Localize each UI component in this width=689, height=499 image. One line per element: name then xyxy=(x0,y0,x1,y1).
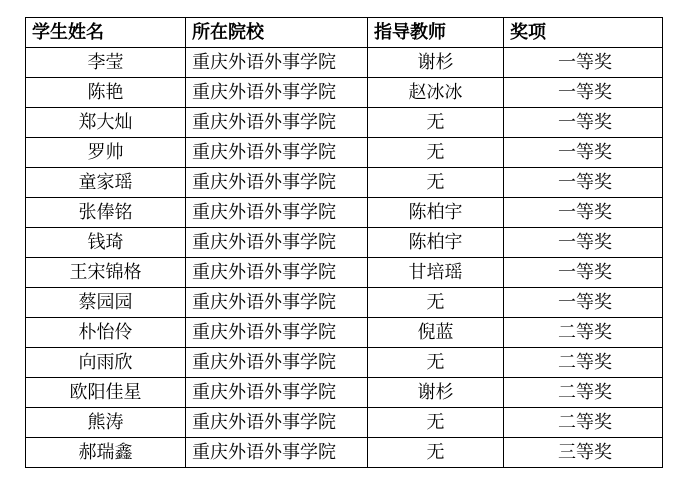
student-name-cell: 朴怡伶 xyxy=(26,318,186,348)
school-cell: 重庆外语外事学院 xyxy=(186,48,368,78)
award-cell: 一等奖 xyxy=(504,48,663,78)
award-cell: 一等奖 xyxy=(504,168,663,198)
table-header xyxy=(26,18,663,48)
table-row xyxy=(26,48,663,78)
school-cell: 重庆外语外事学院 xyxy=(186,408,368,438)
student-name-cell: 钱琦 xyxy=(26,228,186,258)
header-award: 奖项 xyxy=(504,18,663,48)
school-cell: 重庆外语外事学院 xyxy=(186,78,368,108)
student-name-cell: 郝瑞鑫 xyxy=(26,438,186,468)
table-row xyxy=(26,78,663,108)
school-cell: 重庆外语外事学院 xyxy=(186,138,368,168)
table-row xyxy=(26,348,663,378)
advisor-cell: 赵冰冰 xyxy=(368,78,504,108)
award-cell: 一等奖 xyxy=(504,258,663,288)
award-table xyxy=(25,17,663,468)
school-cell: 重庆外语外事学院 xyxy=(186,348,368,378)
table-row xyxy=(26,408,663,438)
student-name-cell: 童家瑶 xyxy=(26,168,186,198)
advisor-cell: 倪蓝 xyxy=(368,318,504,348)
award-cell: 一等奖 xyxy=(504,198,663,228)
award-cell: 二等奖 xyxy=(504,348,663,378)
student-name-cell: 蔡园园 xyxy=(26,288,186,318)
award-cell: 二等奖 xyxy=(504,378,663,408)
student-name-cell: 李莹 xyxy=(26,48,186,78)
table-row xyxy=(26,198,663,228)
header-school: 所在院校 xyxy=(186,18,368,48)
table-row xyxy=(26,258,663,288)
table-row xyxy=(26,378,663,408)
student-name-cell: 王宋锦格 xyxy=(26,258,186,288)
school-cell: 重庆外语外事学院 xyxy=(186,318,368,348)
school-cell: 重庆外语外事学院 xyxy=(186,198,368,228)
advisor-cell: 无 xyxy=(368,288,504,318)
table-row xyxy=(26,228,663,258)
table-row xyxy=(26,288,663,318)
table-row xyxy=(26,438,663,468)
school-cell: 重庆外语外事学院 xyxy=(186,288,368,318)
school-cell: 重庆外语外事学院 xyxy=(186,168,368,198)
student-name-cell: 向雨欣 xyxy=(26,348,186,378)
award-cell: 三等奖 xyxy=(504,438,663,468)
school-cell: 重庆外语外事学院 xyxy=(186,108,368,138)
advisor-cell: 无 xyxy=(368,168,504,198)
advisor-cell: 谢杉 xyxy=(368,48,504,78)
table-body xyxy=(26,48,663,468)
school-cell: 重庆外语外事学院 xyxy=(186,228,368,258)
student-name-cell: 熊涛 xyxy=(26,408,186,438)
award-cell: 一等奖 xyxy=(504,288,663,318)
student-name-cell: 罗帅 xyxy=(26,138,186,168)
student-name-cell: 陈艳 xyxy=(26,78,186,108)
school-cell: 重庆外语外事学院 xyxy=(186,378,368,408)
advisor-cell: 陈柏宇 xyxy=(368,198,504,228)
award-cell: 一等奖 xyxy=(504,228,663,258)
advisor-cell: 无 xyxy=(368,408,504,438)
student-name-cell: 张俸铭 xyxy=(26,198,186,228)
advisor-cell: 无 xyxy=(368,108,504,138)
advisor-cell: 谢杉 xyxy=(368,378,504,408)
advisor-cell: 无 xyxy=(368,438,504,468)
school-cell: 重庆外语外事学院 xyxy=(186,258,368,288)
award-cell: 一等奖 xyxy=(504,78,663,108)
table-row xyxy=(26,168,663,198)
advisor-cell: 无 xyxy=(368,348,504,378)
award-cell: 一等奖 xyxy=(504,138,663,168)
advisor-cell: 甘培瑶 xyxy=(368,258,504,288)
award-cell: 二等奖 xyxy=(504,318,663,348)
header-student-name: 学生姓名 xyxy=(26,18,186,48)
student-name-cell: 郑大灿 xyxy=(26,108,186,138)
header-row xyxy=(26,18,663,48)
table-row xyxy=(26,138,663,168)
student-name-cell: 欧阳佳星 xyxy=(26,378,186,408)
table-row xyxy=(26,318,663,348)
award-cell: 二等奖 xyxy=(504,408,663,438)
school-cell: 重庆外语外事学院 xyxy=(186,438,368,468)
header-advisor: 指导教师 xyxy=(368,18,504,48)
advisor-cell: 无 xyxy=(368,138,504,168)
award-cell: 一等奖 xyxy=(504,108,663,138)
table-row xyxy=(26,108,663,138)
advisor-cell: 陈柏宇 xyxy=(368,228,504,258)
